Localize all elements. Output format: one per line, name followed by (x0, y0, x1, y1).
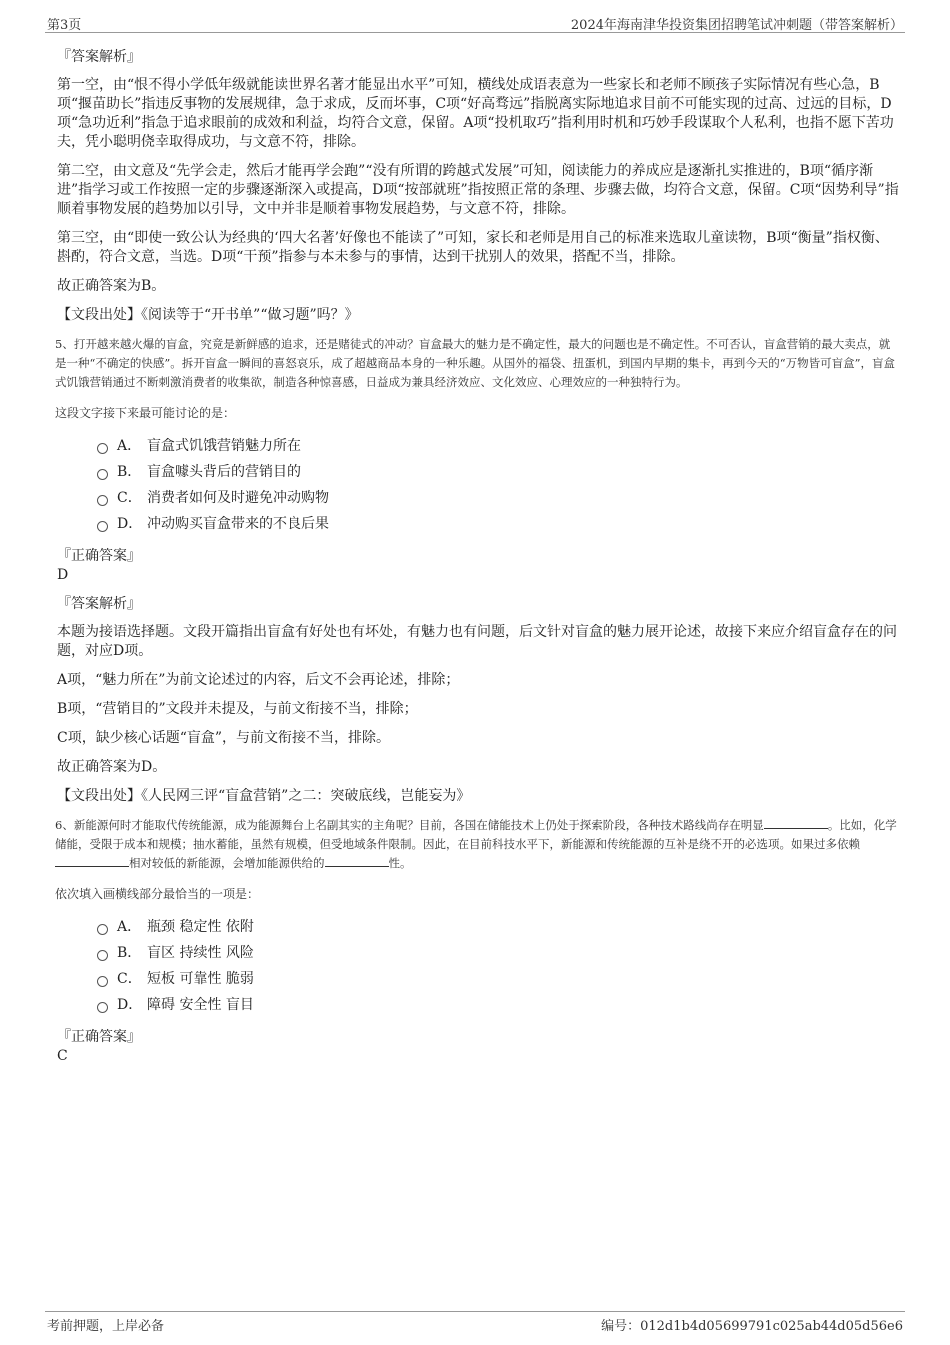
question-5-prompt: 这段文字接下来最可能讨论的是： (55, 406, 236, 420)
radio-button-icon[interactable] (97, 495, 108, 506)
correct-answer-value: C (57, 1048, 68, 1064)
correct-answer-label: 『正确答案』 (57, 1029, 141, 1045)
question-5-text: 5、打开越来越火爆的盲盒，究竟是新鲜感的追求，还是赌徒式的冲动？盲盒最大的魅力是不确定性，最大的问题也是不确定性。不可否认，盲盒营销的最大卖点，就是一种“不确定的快感”。拆开盲盒一瞬间的喜怒哀乐，成了超越商品本身的一种乐趣。从国外的福袋、扭蛋机，到国内早期的集卡，再到今天的“万物皆可盲盒”，盲盒式饥饿营销通过不断刺激消费者的收集欲，制造各种惊喜感，日益成为兼具经济效应、文化效应、心理效应的一种独特行为。 (55, 337, 896, 389)
analysis-conclusion: 故正确答案为B。 (57, 278, 166, 294)
analysis-label: 『答案解析』 (57, 596, 141, 612)
analysis-paragraph: 第二空，由文意及“先学会走，然后才能再学会跑”“没有所谓的跨越式发展”可知，阅读能力的养成应是逐渐扎实推进的，B项“循序渐进”指学习或工作按照一定的步骤逐渐深入或提高，D项“按部就班”指按照正常的条理、步骤去做，均符合文意，保留。C项“因势利导”指顺着事物发展的趋势加以引导，文中并非是顺着事物发展趋势，与文意不符，排除。 (57, 163, 899, 217)
radio-button-icon[interactable] (97, 521, 108, 532)
option-d[interactable]: D． 障碍 安全性 盲目 (55, 992, 900, 1018)
option-b[interactable]: B． 盲盒噱头背后的营销目的 (55, 459, 900, 485)
page-header (45, 12, 905, 33)
page-content (55, 46, 900, 1074)
analysis-paragraph: B项，“营销目的”文段并未提及，与前文衔接不当，排除； (57, 701, 418, 717)
analysis-paragraph: C项，缺少核心话题“盲盒”，与前文衔接不当，排除。 (57, 730, 391, 746)
document-code: 编号：012d1b4d05699791c025ab44d05d56e6 (601, 1319, 903, 1334)
analysis-paragraph: A项，“魅力所在”为前文论述过的内容，后文不会再论述，排除； (57, 672, 460, 688)
option-c[interactable]: C． 消费者如何及时避免冲动购物 (55, 485, 900, 511)
correct-answer-label: 『正确答案』 (57, 548, 141, 564)
source-citation: 【文段出处】《人民网三评“盲盒营销”之二：突破底线，岂能妄为》 (57, 788, 471, 804)
question-6-options (55, 914, 900, 1018)
option-a[interactable]: A． 盲盒式饥饿营销魅力所在 (55, 433, 900, 459)
correct-answer-value: D (57, 567, 69, 583)
radio-button-icon[interactable] (97, 950, 108, 961)
radio-button-icon[interactable] (97, 924, 108, 935)
option-b[interactable]: B． 盲区 持续性 风险 (55, 940, 900, 966)
page-number: 第3页 (47, 18, 82, 33)
footer-slogan: 考前押题，上岸必备 (47, 1319, 165, 1334)
question-6-prompt: 依次填入画横线部分最恰当的一项是： (55, 887, 260, 901)
option-a[interactable]: A． 瓶颈 稳定性 依附 (55, 914, 900, 940)
radio-button-icon[interactable] (97, 469, 108, 480)
option-c[interactable]: C． 短板 可靠性 脆弱 (55, 966, 900, 992)
document-title: 2024年海南津华投资集团招聘笔试冲刺题（带答案解析） (570, 18, 903, 33)
question-5-options (55, 433, 900, 537)
analysis-paragraph: 第一空，由“恨不得小学低年级就能读世界名著才能显出水平”可知，横线处成语表意为一些家长和老师不顾孩子实际情况有些心急，B项“揠苗助长”指违反事物的发展规律，急于求成，反而坏事，C项“好高骛远”指脱离实际地追求目前不可能实现的过高、过远的目标，D项“急功近利”指急于追求眼前的成效和利益，均符合文意，保留。A项“投机取巧”指利用时机和巧妙手段谋取个人私利，也指不愿下苦功夫，凭小聪明侥幸取得成功，与文意不符，排除。 (57, 77, 894, 150)
page-footer (45, 1311, 905, 1336)
fill-blank (325, 854, 389, 867)
fill-blank (55, 854, 129, 867)
source-citation: 【文段出处】《阅读等于“开书单”“做习题”吗？》 (57, 307, 359, 323)
analysis-label: 『答案解析』 (57, 49, 141, 65)
question-6-text: 6、新能源何时才能取代传统能源，成为能源舞台上名副其实的主角呢？目前，各国在储能技术上仍处于探索阶段，各种技术路线尚存在明显 。比如，化学储能，受限于成本和规模；抽水蓄能，虽然有规模，但受地域条件限制。因此，在目前科技水平下，新能源和传统能源的互补是绕不开的必选项。如果过多依赖相对较低的新能源，会增加能源供给的 性。 (55, 818, 897, 870)
analysis-conclusion: 故正确答案为D。 (57, 759, 167, 775)
analysis-paragraph: 本题为接语选择题。文段开篇指出盲盒有好处也有坏处，有魅力也有问题，后文针对盲盒的魅力展开论述，故接下来应介绍盲盒存在的问题，对应D项。 (57, 624, 897, 659)
option-d[interactable]: D． 冲动购买盲盒带来的不良后果 (55, 511, 900, 537)
radio-button-icon[interactable] (97, 1002, 108, 1013)
analysis-paragraph: 第三空，由“即使一致公认为经典的‘四大名著’好像也不能读了”可知，家长和老师是用自己的标准来选取儿童读物，B项“衡量”指权衡、斟酌，符合文意，当选。D项“干预”指参与本未参与的事情，达到干扰别人的效果，搭配不当，排除。 (57, 230, 889, 265)
fill-blank (764, 816, 828, 829)
radio-button-icon[interactable] (97, 976, 108, 987)
radio-button-icon[interactable] (97, 443, 108, 454)
